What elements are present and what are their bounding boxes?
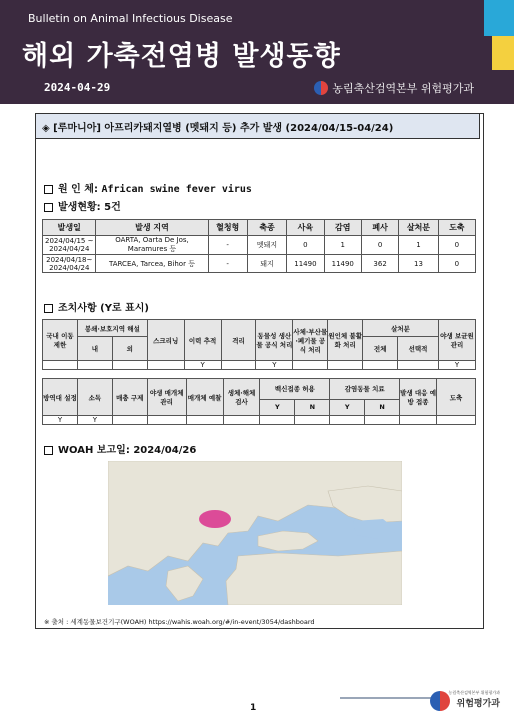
pathogen-line: 원 인 체: African swine fever virus	[44, 180, 252, 195]
col-cull-select: 선택적	[398, 337, 439, 361]
cell: 0	[438, 236, 475, 255]
col-region: 발생 지역	[96, 220, 208, 236]
col-raised: 사육	[287, 220, 324, 236]
measures-table-top	[42, 319, 476, 370]
woah-heading	[44, 441, 196, 456]
cell	[436, 416, 475, 425]
cell	[112, 416, 147, 425]
pathogen-value: African swine fever virus	[101, 184, 252, 195]
issue-date: 2024-04-29	[44, 81, 111, 94]
cell: Y	[77, 416, 112, 425]
cell	[330, 416, 365, 425]
cell: Y	[184, 361, 221, 370]
col-screening: 스크리닝	[147, 320, 184, 361]
cell	[186, 416, 223, 425]
woah-report-date: WOAH 보고일: 2024/04/26	[58, 445, 197, 456]
cell: Y	[43, 416, 78, 425]
cell: TARCEA, Tarcea, Bihor 등	[96, 255, 208, 273]
cell: -	[208, 236, 247, 255]
col-wildlife-reservoir: 야생 보균원 관리	[438, 320, 475, 361]
col-slaughter: 도축	[436, 379, 475, 416]
cell	[112, 361, 147, 370]
page-number: 1	[250, 703, 257, 713]
cell: 11490	[324, 255, 361, 273]
checkbox-icon	[44, 185, 53, 194]
col-date: 발생일	[43, 220, 96, 236]
cell: OARTA, Oarta De Jos, Maramures 등	[96, 236, 208, 255]
col-zone-in: 내	[77, 337, 112, 361]
col-culled: 살처분	[399, 220, 438, 236]
table-row	[43, 255, 476, 273]
footer-divider	[340, 697, 432, 699]
cell: 362	[361, 255, 398, 273]
cell: 1	[399, 236, 438, 255]
cell	[398, 361, 439, 370]
table-row	[43, 361, 476, 370]
col-vaccine: 백신접종 허용	[260, 379, 330, 400]
topic-heading: ◈ [루마니아] 아프리카돼지열병 (멧돼지 등) 추가 발생 (2024/04/15-04/24)	[35, 113, 480, 139]
col-wildlife-mgmt: 야생 매개체 관리	[147, 379, 186, 416]
cell	[223, 416, 260, 425]
col-infected: 감염	[324, 220, 361, 236]
table-header-row	[43, 220, 476, 236]
cell: 2024/04/15 ~ 2024/04/24	[43, 236, 96, 255]
col-zone-out: 외	[112, 337, 147, 361]
col-quarantine-zone: 방역대 설정	[43, 379, 78, 416]
col-vector-prevent: 매개체 예찰	[186, 379, 223, 416]
col-survey: 생체·해체 검사	[223, 379, 260, 416]
footer-org-small: 농림축산검역본부 위험평가과	[448, 690, 500, 695]
checkbox-icon	[44, 446, 53, 455]
org-name: 농림축산검역본부 위험평가과	[332, 82, 474, 95]
col-isolation: 격리	[221, 320, 256, 361]
footer-logo-icon	[430, 691, 450, 711]
cell	[328, 361, 363, 370]
map-graphic	[108, 461, 402, 605]
measures-label: 조치사항 (Y로 표시)	[58, 303, 149, 314]
cell: Y	[256, 361, 293, 370]
cell: 11490	[287, 255, 324, 273]
romania-highlight	[199, 510, 231, 528]
cell	[43, 361, 78, 370]
bulletin-subtitle: Bulletin on Animal Infectious Disease	[28, 12, 233, 25]
pathogen-label: 원 인 체	[58, 184, 94, 195]
col-treatment: 감염동물 치료	[330, 379, 400, 400]
measures-table-bottom	[42, 378, 476, 425]
col-cull: 살처분	[363, 320, 439, 337]
col-pathogen-dispose: 원인체 불활화 처리	[328, 320, 363, 361]
cell: -	[208, 255, 247, 273]
header-org	[314, 80, 474, 96]
measures-heading	[44, 299, 149, 314]
cell	[221, 361, 256, 370]
status-value: 5건	[104, 202, 121, 213]
outbreak-map	[108, 461, 402, 605]
checkbox-icon	[44, 304, 53, 313]
cell	[147, 416, 186, 425]
outbreak-table	[42, 219, 476, 273]
page-title: 해외 가축전염병 발생동향	[22, 41, 341, 72]
col-serotype: 혈청형	[208, 220, 247, 236]
cell: 0	[287, 236, 324, 255]
cell: 0	[361, 236, 398, 255]
col-species: 축종	[247, 220, 286, 236]
cell: 멧돼지	[247, 236, 286, 255]
col-domestic-move: 국내 이동 제한	[43, 320, 78, 361]
cell	[293, 361, 328, 370]
cell	[365, 416, 400, 425]
col-zone: 봉쇄·보호지역 해설	[77, 320, 147, 337]
cell	[260, 416, 295, 425]
agency-logo-icon	[314, 81, 328, 95]
col-vaccine-y: Y	[260, 399, 295, 415]
col-trace: 이력 추적	[184, 320, 221, 361]
corner-accent-blue	[484, 0, 514, 36]
table-row	[43, 236, 476, 255]
cell: 1	[324, 236, 361, 255]
cell	[147, 361, 184, 370]
col-vector: 매충 구제	[112, 379, 147, 416]
col-disinfection: 소독	[77, 379, 112, 416]
col-dead: 폐사	[361, 220, 398, 236]
col-treatment-y: Y	[330, 399, 365, 415]
col-slaughtered: 도축	[438, 220, 475, 236]
footer-org-name: 위험평가과	[456, 699, 500, 709]
cell: 0	[438, 255, 475, 273]
footer-org	[448, 690, 500, 709]
cell: Y	[438, 361, 475, 370]
checkbox-icon	[44, 203, 53, 212]
cell	[77, 361, 112, 370]
cell: 13	[399, 255, 438, 273]
cell	[400, 416, 437, 425]
cell: 돼지	[247, 255, 286, 273]
status-line: 발생현황: 5건	[44, 198, 121, 213]
corner-accent-yellow	[492, 36, 514, 70]
status-label: 발생현황	[58, 202, 97, 213]
col-cull-all: 전체	[363, 337, 398, 361]
cell	[363, 361, 398, 370]
col-animal-products: 동물성 생산물 공식 처리	[256, 320, 293, 361]
source-citation: ※ 출처 : 세계동물보건기구(WOAH) https://wahis.woah.org/#/in-event/3054/dashboard	[44, 618, 315, 626]
table-row	[43, 416, 476, 425]
col-carcass: 사체·부산물·폐기물 공식 처리	[293, 320, 328, 361]
header-banner	[0, 0, 514, 104]
col-treatment-n: N	[365, 399, 400, 415]
col-report-prevent: 발생 대응 예방 접종	[400, 379, 437, 416]
cell: 2024/04/18~ 2024/04/24	[43, 255, 96, 273]
cell	[295, 416, 330, 425]
col-vaccine-n: N	[295, 399, 330, 415]
